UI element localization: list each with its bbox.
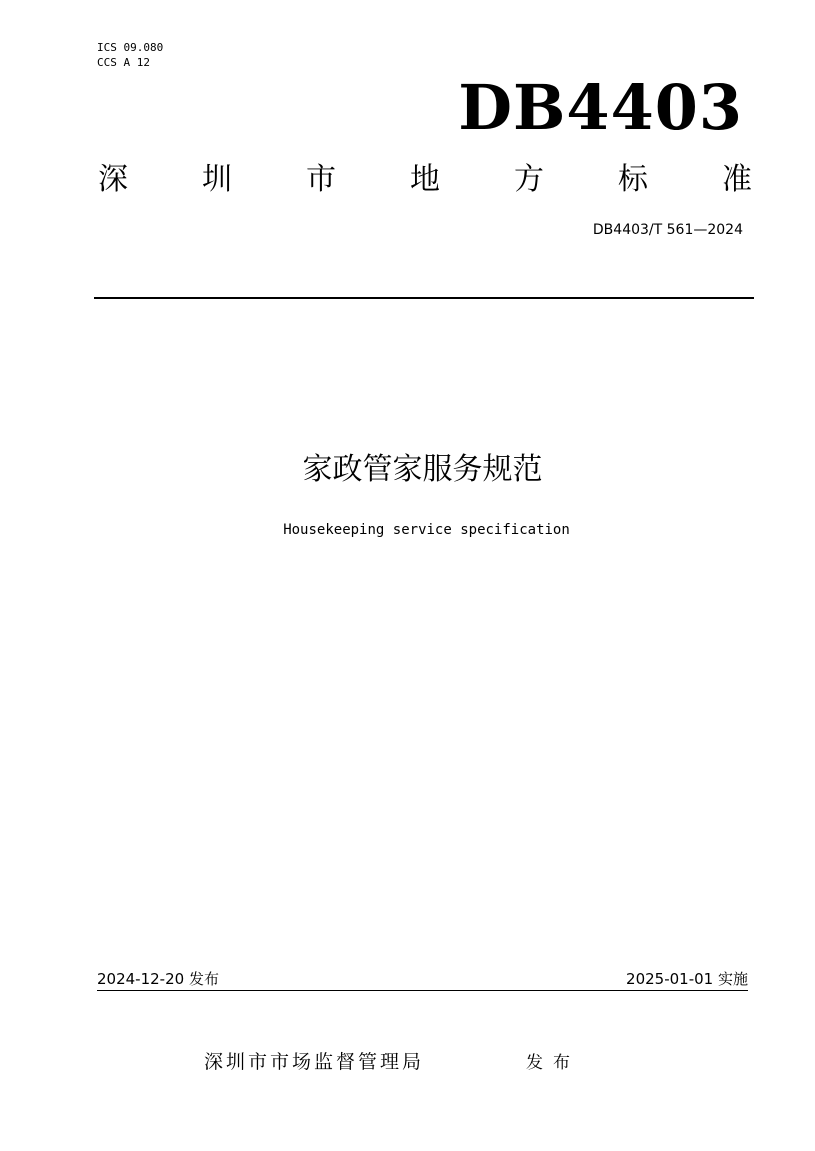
implementation-date: 2025-01-01 实施 bbox=[626, 970, 748, 988]
ccs-code: CCS A 12 bbox=[97, 56, 150, 69]
document-title-cn: 家政管家服务规范 bbox=[302, 452, 543, 487]
document-title-en: Housekeeping service specification bbox=[283, 522, 570, 538]
standard-kind-char: 圳 bbox=[202, 162, 232, 197]
header-divider bbox=[94, 297, 754, 299]
standard-kind bbox=[98, 160, 752, 200]
standard-kind-char: 标 bbox=[618, 162, 648, 197]
ics-code: ICS 09.080 bbox=[97, 41, 164, 54]
date-row bbox=[97, 968, 748, 991]
standard-kind-char: 准 bbox=[722, 162, 752, 197]
standard-kind-char: 深 bbox=[98, 162, 128, 197]
publisher-action: 发布 bbox=[526, 1053, 580, 1073]
standard-code: DB4403 bbox=[458, 71, 743, 144]
standard-kind-char: 地 bbox=[410, 162, 440, 197]
publisher-name: 深圳市市场监督管理局 bbox=[204, 1051, 425, 1073]
standard-number: DB4403/T 561—2024 bbox=[592, 222, 743, 238]
standard-kind-char: 方 bbox=[514, 162, 544, 197]
classification-codes bbox=[97, 40, 163, 70]
standard-kind-char: 市 bbox=[306, 162, 336, 197]
issue-date: 2024-12-20 发布 bbox=[97, 970, 219, 988]
